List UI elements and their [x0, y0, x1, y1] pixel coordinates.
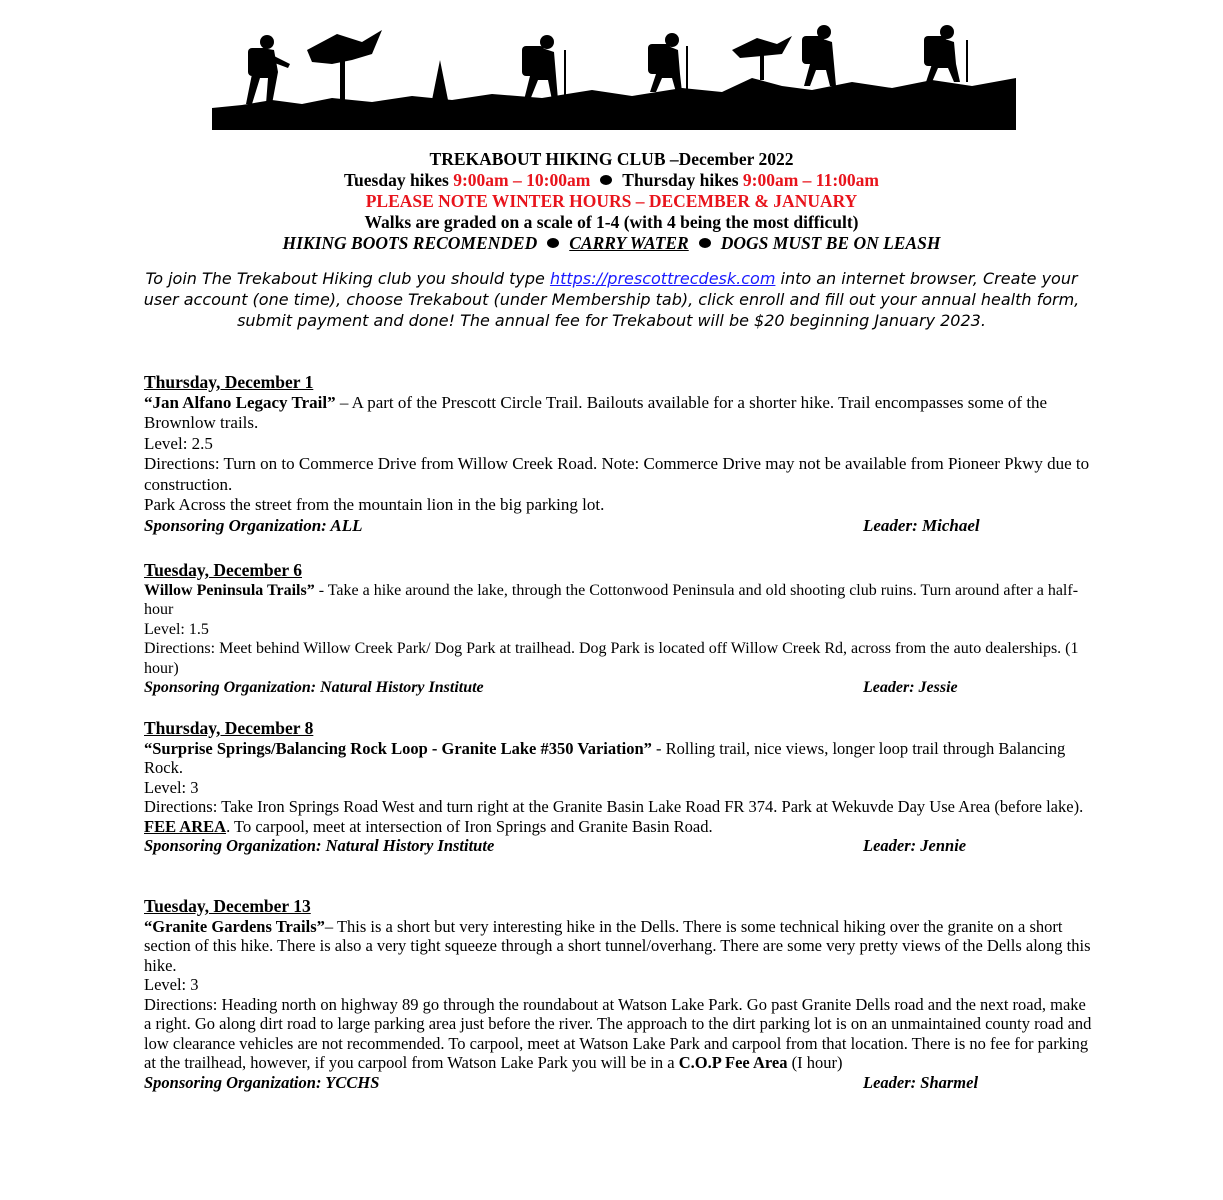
- directions-text-end: (I hour): [787, 1053, 843, 1072]
- leader: Leader: Sharmel: [863, 1072, 979, 1092]
- trail-desc: - Rolling trail, nice views, longer loop trail through Balancing Rock.: [144, 738, 1066, 777]
- hike-directions: [144, 995, 1094, 1073]
- thursday-time: 9:00am – 11:00am: [742, 170, 880, 190]
- hike-level: Level: 1.5: [144, 620, 209, 638]
- bullet-icon: [699, 238, 711, 248]
- fee-area-label: C.O.P Fee Area: [678, 1053, 788, 1072]
- newsletter-title: TREKABOUT HIKING CLUB –December 2022: [429, 149, 794, 169]
- hike-date: Tuesday, December 6: [144, 560, 302, 580]
- hiking-rules: [0, 233, 1223, 254]
- trail-name: “Jan Alfano Legacy Trail”: [144, 392, 336, 412]
- leader: Leader: Jennie: [863, 836, 967, 855]
- water-rule: CARRY WATER: [569, 233, 689, 253]
- trail-name: “Surprise Springs/Balancing Rock Loop - Granite Lake #350 Variation”: [144, 738, 652, 758]
- hike-description: [144, 739, 1094, 778]
- leader: Leader: Jessie: [863, 679, 958, 696]
- directions-text-end: . To carpool, meet at intersection of Iron Springs and Granite Basin Road.: [226, 816, 713, 836]
- fee-area-label: FEE AREA: [144, 816, 227, 836]
- hike-entry-dec-8: [144, 719, 1094, 857]
- hike-level: Level: 3: [144, 777, 199, 797]
- hikers-silhouette-image: [212, 20, 1016, 130]
- trail-name: Willow Peninsula Trails”: [144, 581, 315, 599]
- hike-footer: [144, 516, 1094, 537]
- sponsor: Sponsoring Organization: YCCHS: [144, 1072, 380, 1092]
- hike-footer: [144, 678, 1094, 699]
- hike-footer: [144, 836, 1094, 857]
- trail-desc: - Take a hike around the lake, through the Cottonwood Peninsula and old shooting club ruins. Turn around after a half-hour: [144, 581, 1079, 618]
- join-text-before: To join The Trekabout Hiking club you should type: [145, 269, 550, 288]
- sponsor: Sponsoring Organization: Natural History Institute: [144, 679, 484, 696]
- tuesday-label: Tuesday hikes: [343, 170, 454, 190]
- grading-note: Walks are graded on a scale of 1-4 (with 4 being the most difficult): [364, 212, 859, 232]
- trail-desc: – A part of the Prescott Circle Trail. Bailouts available for a shorter hike. Trail encompasses some of the Brownlow trails.: [144, 392, 1048, 432]
- hike-level: Level: 3: [144, 975, 199, 994]
- hike-times: [0, 170, 1223, 191]
- directions-text: Directions: Take Iron Springs Road West and turn right at the Granite Basin Lake Road FR 374. Park at Wekuvde Day Use Area (before lake).: [144, 797, 1084, 816]
- hike-entry-dec-1: [144, 372, 1094, 537]
- hike-date: Tuesday, December 13: [144, 896, 311, 916]
- winter-hours-note: PLEASE NOTE WINTER HOURS – DECEMBER & JANUARY: [365, 191, 858, 211]
- trail-name: “Granite Gardens Trails”: [144, 916, 325, 936]
- hike-parking: Park Across the street from the mountain lion in the big parking lot.: [144, 495, 605, 514]
- tuesday-time: 9:00am – 10:00am: [453, 170, 591, 190]
- hike-directions: Directions: Meet behind Willow Creek Park/ Dog Park at trailhead. Dog Park is located off Willow Creek Rd, across from the auto dealerships. (1 hour): [144, 640, 1079, 677]
- dogs-rule: DOGS MUST BE ON LEASH: [720, 233, 941, 253]
- hike-date: Thursday, December 1: [144, 372, 314, 392]
- join-instructions: [140, 268, 1083, 331]
- hike-description: [144, 393, 1094, 434]
- hike-directions: Directions: Turn on to Commerce Drive from Willow Creek Road. Note: Commerce Drive may not be available from Pioneer Pkwy due to construction.: [144, 454, 1090, 494]
- thursday-label: Thursday hikes: [622, 170, 743, 190]
- hike-level: Level: 2.5: [144, 433, 213, 453]
- directions-text: Directions: Heading north on highway 89 go through the roundabout at Watson Lake Park. Go past Granite Dells road and the next road, make a right. Go along dirt road to large parking area just before the river. The approach to the dirt parking lot is on an unmaintained county road and low clearance vehicles are not recommended. To carpool, meet at Watson Lake Park and carpool from that location. There is no fee for parking at the trailhead, however, if you carpool from Watson Lake Park you will be in a: [144, 994, 1092, 1072]
- hikers-silhouette-banner: [212, 20, 1016, 130]
- hike-entry-dec-6: [144, 561, 1094, 699]
- hike-entry-dec-13: [144, 897, 1094, 1094]
- recdesk-link[interactable]: https://prescottrecdesk.com: [549, 269, 776, 288]
- hike-footer: [144, 1073, 1094, 1094]
- sponsor: Sponsoring Organization: ALL: [144, 515, 363, 535]
- bullet-icon: [600, 175, 612, 185]
- hike-description: [144, 581, 1094, 620]
- hike-description: [144, 917, 1094, 976]
- boots-rule: HIKING BOOTS RECOMENDED: [282, 233, 538, 253]
- join-text-after: into an internet browser, Create your user account (one time), choose Trekabout (under Membership tab), click enroll and fill out your annual health form, submit payment and done! The annual fee for Trekabout will be $20 beginning January 2023.: [143, 269, 1080, 330]
- bullet-icon: [547, 238, 559, 248]
- leader: Leader: Michael: [863, 515, 980, 535]
- hike-directions: [144, 797, 1094, 836]
- sponsor: Sponsoring Organization: Natural History Institute: [144, 836, 495, 855]
- hike-date: Thursday, December 8: [144, 718, 314, 738]
- trail-desc: – This is a short but very interesting hike in the Dells. There is some technical hiking over the granite on a short section of this hike. There is also a very tight squeeze through a short tunnel/overhang. There are some very pretty views of the Dells along this hike.: [144, 916, 1091, 975]
- newsletter-header: [0, 149, 1223, 254]
